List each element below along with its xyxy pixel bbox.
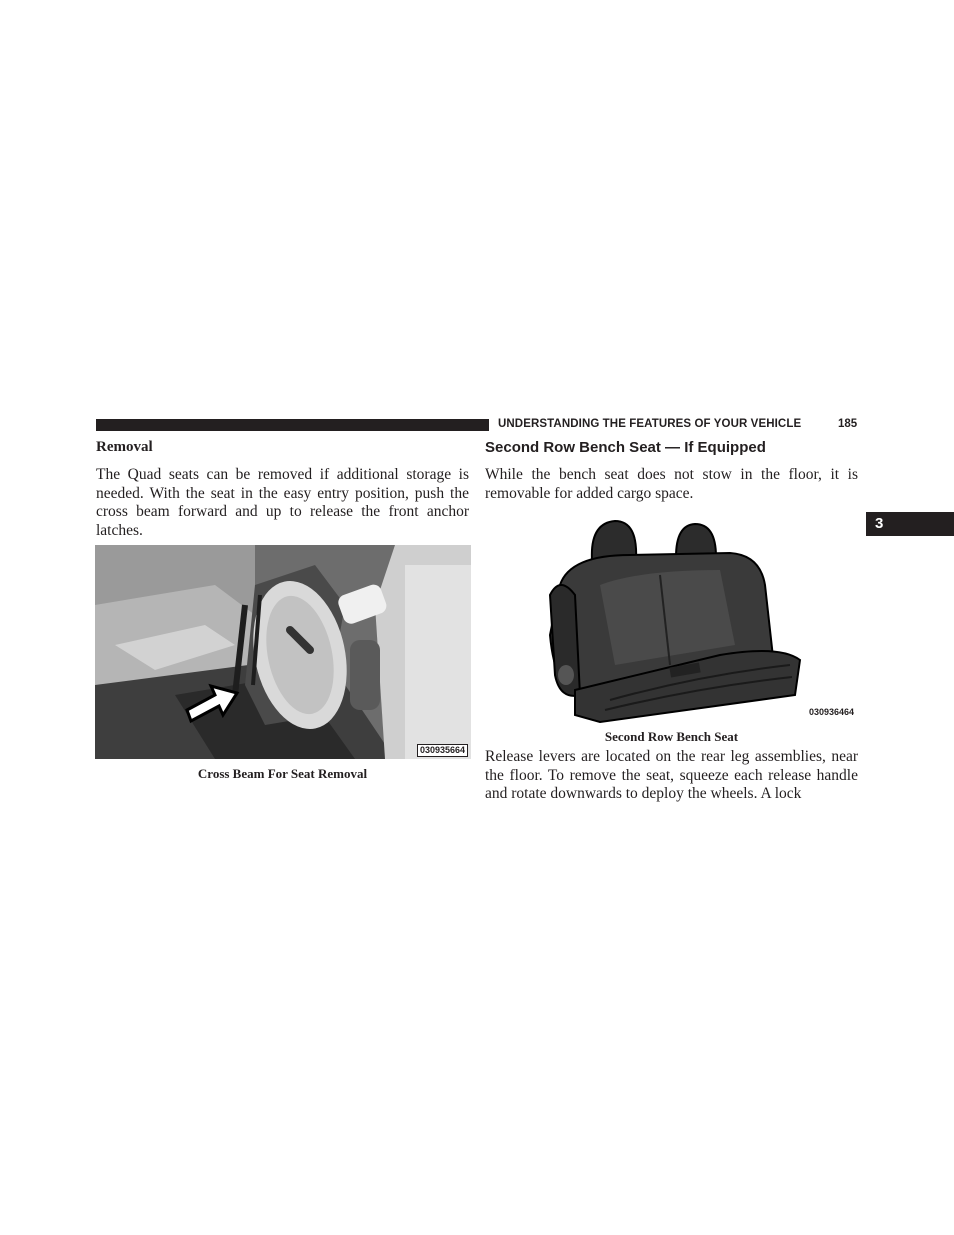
cross-beam-illustration	[95, 545, 471, 759]
cross-beam-figure	[95, 545, 471, 759]
bench-seat-heading: Second Row Bench Seat — If Equipped	[485, 439, 766, 456]
header-rule	[96, 419, 489, 431]
removal-heading: Removal	[96, 439, 153, 455]
removal-paragraph: The Quad seats can be removed if additional storage is needed. With the seat in the easy entry position, push the cross beam forward and up to release the front anchor latches.	[96, 466, 469, 540]
figure-code: 030936464	[808, 707, 854, 717]
bench-seat-illustration	[520, 515, 858, 723]
figure-caption: Cross Beam For Seat Removal	[197, 766, 368, 781]
running-header-title: UNDERSTANDING THE FEATURES OF YOUR VEHICLE	[498, 418, 802, 430]
chapter-tab[interactable]: 3	[866, 512, 954, 536]
bench-seat-paragraph: While the bench seat does not stow in the floor, it is removable for added cargo space.	[485, 466, 858, 502]
page-number: 185	[838, 418, 858, 430]
figure-caption: Second Row Bench Seat	[604, 729, 739, 744]
bench-seat-figure	[520, 515, 858, 723]
release-levers-paragraph: Release levers are located on the rear leg assemblies, near the floor. To remove the seat, squeeze each release handle and rotate downwards to deploy the wheels. A lock	[485, 748, 858, 803]
figure-code: 030935664	[417, 744, 468, 757]
